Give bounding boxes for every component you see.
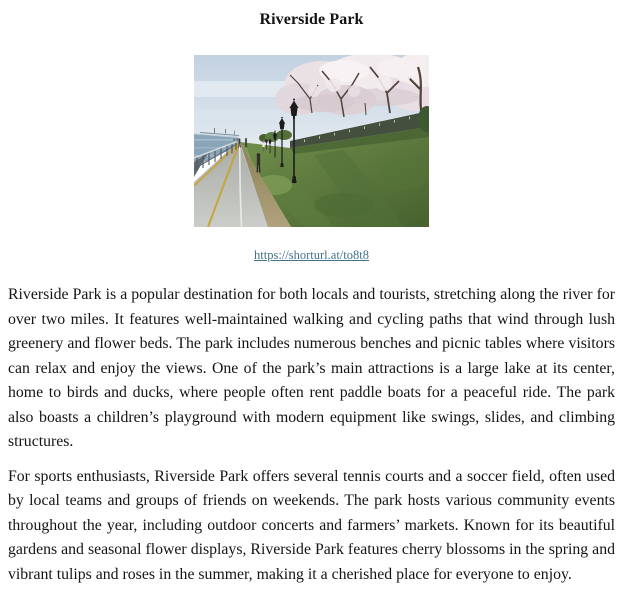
page-title: Riverside Park [0,10,623,29]
photo-source-link[interactable]: https://shorturl.at/to8t8 [254,248,369,262]
article-body [8,283,615,587]
paragraph-overview: Riverside Park is a popular destination for both locals and tourists, stretching along the river for over two miles. It features well-maintained walking and cycling paths that wind through lush greenery and flower beds. The park includes numerous benches and picnic tables where visitors can relax and enjoy the views. One of the park’s main attractions is a large lake at its center, home to birds and ducks, where people often rent paddle boats for a peaceful ride. The park also boasts a children’s playground with modern equipment like swings, slides, and climbing structures. [8,283,615,455]
photo-source-line [0,248,623,262]
document-page [0,10,623,587]
park-photo-image [194,55,429,227]
paragraph-activities: For sports enthusiasts, Riverside Park offers several tennis courts and a soccer field, often used by local teams and groups of friends on weekends. The park hosts various community events throughout the year, including outdoor concerts and farmers’ markets. Known for its beautiful gardens and seasonal flower displays, Riverside Park features cherry blossoms in the spring and vibrant tulips and roses in the summer, making it a cherished place for everyone to enjoy. [8,465,615,588]
park-photo-figure [194,55,429,227]
